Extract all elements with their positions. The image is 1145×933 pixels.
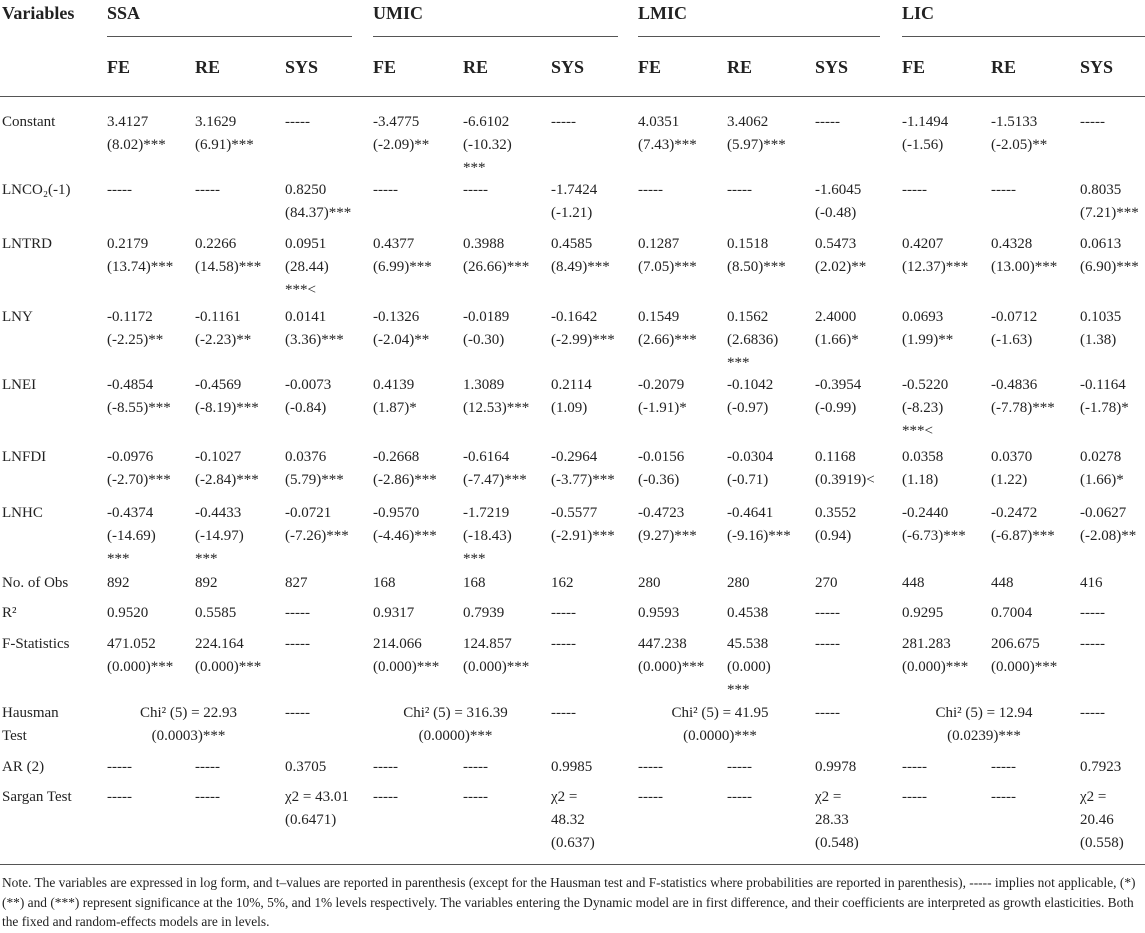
model-subheader: FE <box>107 57 131 77</box>
row-label: R² <box>2 605 17 621</box>
table-cell: 0.0278 (1.66)* <box>1080 449 1124 488</box>
table-cell: 45.538 (0.000) *** <box>727 636 771 698</box>
table-cell: ----- <box>902 182 927 198</box>
table-cell: 0.9985 <box>551 759 593 775</box>
group-header: LMIC <box>638 3 687 23</box>
table-cell: 0.0358 (1.18) <box>902 449 944 488</box>
table-cell: ----- <box>727 182 752 198</box>
table-cell: ----- <box>727 759 752 775</box>
table-cell: 0.4139 (1.87)* <box>373 377 417 416</box>
row-label: LNFDI <box>2 449 47 465</box>
table-cell: 0.9520 <box>107 605 149 621</box>
table-note: Note. The variables are expressed in log form, and t–values are reported in parenthesis (except for the Hausman test and F-statistics where probabilities are reported in parenthesis), ----- implies not applicable, (*) (**) and (***) represent significance at the 10%, 5%, and 1% levels respectively. The variables entering the Dynamic model are in first difference, and their coefficients are interpreted as growth elasticities. Both the fixed and random-effects models are in levels. <box>2 875 1136 929</box>
table-cell: 168 <box>463 575 486 591</box>
table-cell: ----- <box>463 182 488 198</box>
hausman-cell: Chi² (5) = 22.93 (0.0003)*** <box>139 705 238 744</box>
table-cell: -0.4433 (-14.97) *** <box>195 505 244 567</box>
table-cell: ----- <box>1080 636 1105 652</box>
table-cell: 214.066 (0.000)*** <box>373 636 440 675</box>
table-cell: 0.0141 (3.36)*** <box>285 309 344 348</box>
table-cell: ----- <box>373 182 398 198</box>
table-cell: 0.1035 (1.38) <box>1080 309 1122 348</box>
table-cell: 0.1287 (7.05)*** <box>638 236 697 275</box>
table-cell: ----- <box>195 182 220 198</box>
row-label: LNCO₂(-1) <box>2 182 71 198</box>
table-cell: χ2 = 43.01 (0.6471) <box>285 789 349 828</box>
table-cell: -0.1326 (-2.04)** <box>373 309 430 348</box>
table-cell: 206.675 (0.000)*** <box>991 636 1058 675</box>
table-cell: -0.4836 (-7.78)*** <box>991 377 1055 416</box>
table-cell: 0.4328 (13.00)*** <box>991 236 1058 275</box>
group-header: LIC <box>902 3 935 23</box>
table-cell: ----- <box>463 759 488 775</box>
group-header: SSA <box>107 3 141 23</box>
table-cell: ----- <box>815 636 840 652</box>
table-cell: -0.4723 (9.27)*** <box>638 505 697 544</box>
table-cell: ----- <box>815 705 840 721</box>
row-label: LNY <box>2 309 33 325</box>
table-cell: ----- <box>285 705 310 721</box>
table-cell: 0.4207 (12.37)*** <box>902 236 969 275</box>
table-cell: ----- <box>1080 605 1105 621</box>
model-subheader: RE <box>463 57 489 77</box>
table-cell: ----- <box>285 605 310 621</box>
table-cell: -0.1042 (-0.97) <box>727 377 774 416</box>
model-subheader: SYS <box>815 57 849 77</box>
table-cell: ----- <box>373 759 398 775</box>
table-cell: 0.8035 (7.21)*** <box>1080 182 1139 221</box>
table-cell: 0.1562 (2.6836) *** <box>727 309 779 371</box>
table-cell: χ2 = 48.32 (0.637) <box>551 789 595 851</box>
table-cell: 892 <box>195 575 218 591</box>
table-cell: 0.2114 (1.09) <box>551 377 592 416</box>
model-subheader: SYS <box>285 57 319 77</box>
row-label: F-Statistics <box>2 636 70 652</box>
table-cell: -0.1164 (-1.78)* <box>1080 377 1129 416</box>
table-cell: 162 <box>551 575 574 591</box>
table-cell: 0.2266 (14.58)*** <box>195 236 262 275</box>
table-cell: 416 <box>1080 575 1103 591</box>
table-cell: ----- <box>551 705 576 721</box>
group-underline <box>107 36 352 37</box>
group-header: UMIC <box>373 3 423 23</box>
table-cell: 168 <box>373 575 396 591</box>
table-cell: -0.5220 (-8.23) ***< <box>902 377 949 439</box>
table-cell: χ2 = 20.46 (0.558) <box>1080 789 1124 851</box>
table-cell: ----- <box>815 114 840 130</box>
table-cell: 3.1629 (6.91)*** <box>195 114 254 153</box>
table-cell: 4.0351 (7.43)*** <box>638 114 697 153</box>
table-cell: 0.5473 (2.02)** <box>815 236 867 275</box>
table-cell: 0.0613 (6.90)*** <box>1080 236 1139 275</box>
table-cell: ----- <box>727 789 752 805</box>
table-cell: ----- <box>991 789 1016 805</box>
table-cell: 270 <box>815 575 838 591</box>
table-cell: 0.3705 <box>285 759 327 775</box>
table-cell: 827 <box>285 575 308 591</box>
table-cell: -0.0189 (-0.30) <box>463 309 510 348</box>
table-cell: -0.1027 (-2.84)*** <box>195 449 259 488</box>
table-cell: 0.7004 <box>991 605 1033 621</box>
row-label: LNEI <box>2 377 37 393</box>
table-cell: 0.1168 (0.3919)< <box>815 449 875 488</box>
table-cell: 0.2179 (13.74)*** <box>107 236 174 275</box>
table-cell: -0.2964 (-3.77)*** <box>551 449 615 488</box>
row-label: Constant <box>2 114 56 130</box>
model-subheader: RE <box>991 57 1017 77</box>
table-cell: 0.0951 (28.44) ***< <box>285 236 329 298</box>
table-cell: 447.238 (0.000)*** <box>638 636 705 675</box>
table-cell: 280 <box>727 575 750 591</box>
table-cell: -1.5133 (-2.05)** <box>991 114 1048 153</box>
group-underline <box>373 36 618 37</box>
table-cell: 0.0370 (1.22) <box>991 449 1033 488</box>
table-cell: -0.4569 (-8.19)*** <box>195 377 259 416</box>
table-cell: 0.7923 <box>1080 759 1122 775</box>
table-cell: -0.0721 (-7.26)*** <box>285 505 349 544</box>
table-cell: 124.857 (0.000)*** <box>463 636 530 675</box>
table-cell: -0.0156 (-0.36) <box>638 449 685 488</box>
table-cell: 1.3089 (12.53)*** <box>463 377 530 416</box>
table-cell: -0.4374 (-14.69) *** <box>107 505 156 567</box>
table-cell: -0.2472 (-6.87)*** <box>991 505 1055 544</box>
table-cell: -0.0712 (-1.63) <box>991 309 1038 348</box>
table-cell: 0.4538 <box>727 605 769 621</box>
row-label: Hausman Test <box>2 705 59 744</box>
row-label: No. of Obs <box>2 575 69 591</box>
table-cell: -0.9570 (-4.46)*** <box>373 505 437 544</box>
bottom-rule <box>0 864 1145 865</box>
table-cell: -0.1172 (-2.25)** <box>107 309 164 348</box>
table-cell: -1.7219 (-18.43) *** <box>463 505 512 567</box>
table-cell: -0.4854 (-8.55)*** <box>107 377 171 416</box>
table-cell: ----- <box>373 789 398 805</box>
table-cell: -0.0627 (-2.08)** <box>1080 505 1137 544</box>
table-cell: 0.9978 <box>815 759 857 775</box>
table-cell: 0.4377 (6.99)*** <box>373 236 432 275</box>
table-cell: ----- <box>195 759 220 775</box>
row-label: LNHC <box>2 505 43 521</box>
table-cell: 0.1518 (8.50)*** <box>727 236 786 275</box>
table-cell: -0.1642 (-2.99)*** <box>551 309 615 348</box>
row-label: LNTRD <box>2 236 52 252</box>
table-cell: 281.283 (0.000)*** <box>902 636 969 675</box>
table-cell: ----- <box>902 759 927 775</box>
table-cell: -0.0073 (-0.84) <box>285 377 332 416</box>
table-cell: ----- <box>815 605 840 621</box>
table-cell: ----- <box>902 789 927 805</box>
table-cell: ----- <box>551 636 576 652</box>
table-cell: -6.6102 (-10.32) *** <box>463 114 512 176</box>
table-cell: 0.9295 <box>902 605 944 621</box>
model-subheader: SYS <box>551 57 585 77</box>
table-cell: ----- <box>107 182 132 198</box>
table-cell: 224.164 (0.000)*** <box>195 636 262 675</box>
table-cell: -3.4775 (-2.09)** <box>373 114 430 153</box>
table-cell: -0.0976 (-2.70)*** <box>107 449 171 488</box>
table-cell: ----- <box>107 759 132 775</box>
table-cell: -0.1161 (-2.23)** <box>195 309 252 348</box>
table-cell: ----- <box>285 114 310 130</box>
table-cell: 471.052 (0.000)*** <box>107 636 174 675</box>
table-cell: ----- <box>463 789 488 805</box>
table-cell: -0.3954 (-0.99) <box>815 377 862 416</box>
hausman-cell: Chi² (5) = 12.94 (0.0239)*** <box>935 705 1033 744</box>
table-cell: 448 <box>902 575 925 591</box>
table-cell: 0.5585 <box>195 605 237 621</box>
table-cell: χ2 = 28.33 (0.548) <box>815 789 859 851</box>
table-cell: -0.0304 (-0.71) <box>727 449 774 488</box>
table-cell: 892 <box>107 575 130 591</box>
hausman-cell: Chi² (5) = 316.39 (0.0000)*** <box>403 705 508 744</box>
table-cell: 0.7939 <box>463 605 505 621</box>
table-cell: ----- <box>638 182 663 198</box>
group-underline <box>638 36 880 37</box>
table-cell: -0.2668 (-2.86)*** <box>373 449 437 488</box>
table-cell: -0.6164 (-7.47)*** <box>463 449 527 488</box>
table-cell: -1.6045 (-0.48) <box>815 182 862 221</box>
table-cell: -0.2440 (-6.73)*** <box>902 505 966 544</box>
hausman-cell: Chi² (5) = 41.95 (0.0000)*** <box>671 705 769 744</box>
table-cell: ----- <box>1080 114 1105 130</box>
table-cell: 0.1549 (2.66)*** <box>638 309 697 348</box>
table-cell: 0.9317 <box>373 605 415 621</box>
table-cell: 448 <box>991 575 1014 591</box>
table-cell: 2.4000 (1.66)* <box>815 309 859 348</box>
table-cell: ----- <box>107 789 132 805</box>
group-underline <box>902 36 1145 37</box>
table-cell: -0.2079 (-1.91)* <box>638 377 687 416</box>
table-cell: ----- <box>551 605 576 621</box>
table-cell: -1.1494 (-1.56) <box>902 114 949 153</box>
table-cell: ----- <box>1080 705 1105 721</box>
row-label: AR (2) <box>2 759 45 775</box>
table-cell: 0.8250 (84.37)*** <box>285 182 352 221</box>
table-cell: ----- <box>551 114 576 130</box>
table-cell: 3.4062 (5.97)*** <box>727 114 786 153</box>
model-subheader: SYS <box>1080 57 1114 77</box>
table-cell: 280 <box>638 575 661 591</box>
table-cell: ----- <box>991 759 1016 775</box>
table-cell: 0.4585 (8.49)*** <box>551 236 610 275</box>
table-cell: -1.7424 (-1.21) <box>551 182 598 221</box>
model-subheader: FE <box>373 57 397 77</box>
table-cell: 0.3552 (0.94) <box>815 505 857 544</box>
table-cell: ----- <box>638 789 663 805</box>
header-rule <box>0 96 1145 97</box>
table-cell: -0.5577 (-2.91)*** <box>551 505 615 544</box>
table-cell: 0.3988 (26.66)*** <box>463 236 530 275</box>
model-subheader: FE <box>902 57 926 77</box>
model-subheader: RE <box>195 57 221 77</box>
table-cell: ----- <box>638 759 663 775</box>
model-subheader: RE <box>727 57 753 77</box>
table-cell: ----- <box>991 182 1016 198</box>
variables-header: Variables <box>2 3 75 23</box>
table-cell: ----- <box>195 789 220 805</box>
model-subheader: FE <box>638 57 662 77</box>
table-cell: 0.9593 <box>638 605 680 621</box>
table-cell: 0.0376 (5.79)*** <box>285 449 344 488</box>
table-cell: 3.4127 (8.02)*** <box>107 114 166 153</box>
table-cell: -0.4641 (-9.16)*** <box>727 505 791 544</box>
row-label: Sargan Test <box>2 789 72 805</box>
table-cell: ----- <box>285 636 310 652</box>
table-cell: 0.0693 (1.99)** <box>902 309 954 348</box>
